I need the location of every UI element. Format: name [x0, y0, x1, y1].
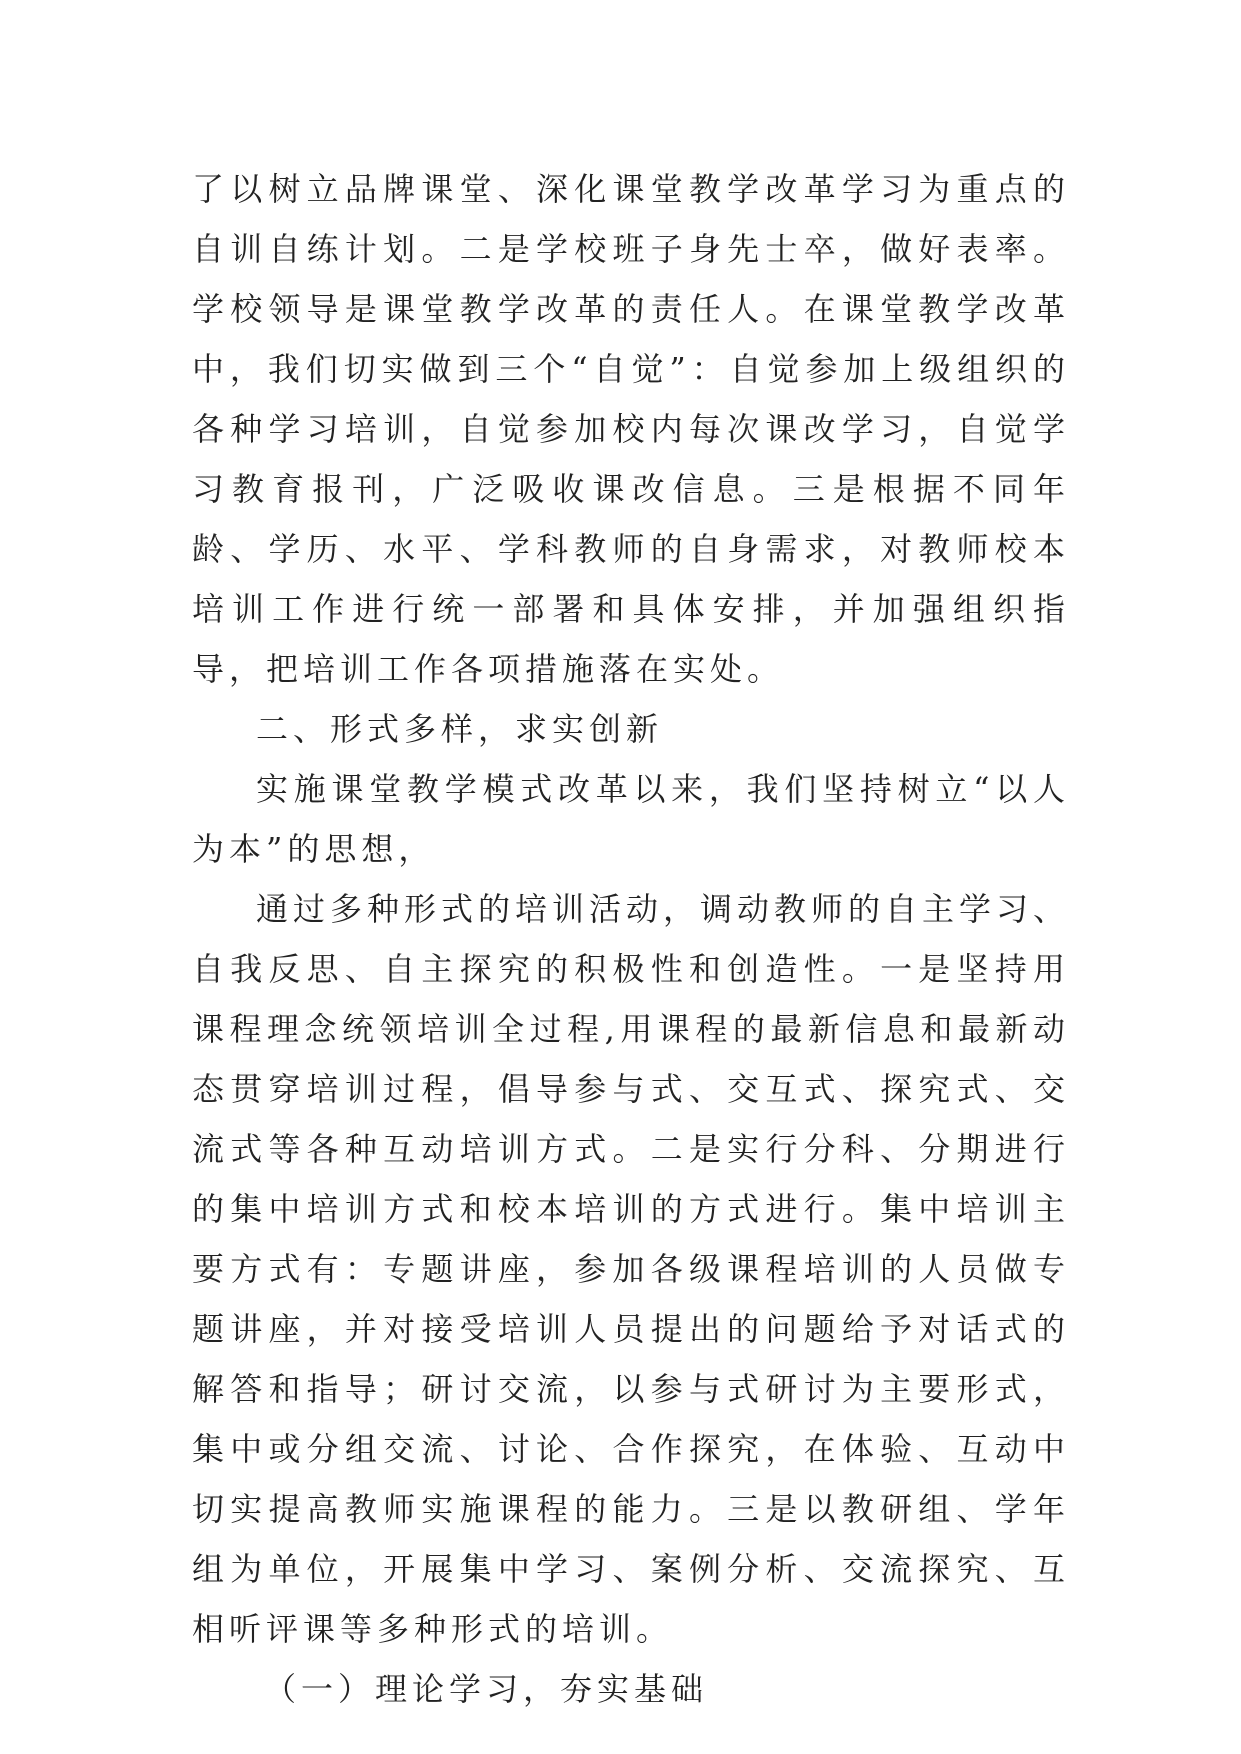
sub-heading: （一）理论学习，夯实基础	[264, 1670, 709, 1708]
document-body	[192, 159, 1070, 1719]
section-heading: 二、形式多样，求实创新	[256, 710, 664, 748]
continuation-paragraph: 了以树立品牌课堂、深化课堂教学改革学习为重点的自训自练计划。二是学校班子身先士卒，做好表率。学校领导是课堂教学改革的责任人。在课堂教学改革中，我们切实做到三个“自觉”：自觉参加上级组织的各种学习培训，自觉参加校内每次课改学习，自觉学习教育报刊，广泛吸收课改信息。三是根据不同年龄、学历、水平、学科教师的自身需求，对教师校本培训工作进行统一部署和具体安排，并加强组织指导，把培训工作各项措施落在实处。	[192, 170, 1070, 688]
intro-paragraph: 实施课堂教学模式改革以来，我们坚持树立“以人为本”的思想，	[192, 770, 1070, 868]
training-paragraph: 通过多种形式的培训活动，调动教师的自主学习、自我反思、自主探究的积极性和创造性。一是坚持用课程理念统领培训全过程,用课程的最新信息和最新动态贯穿培训过程，倡导参与式、交互式、探究式、交流式等各种互动培训方式。二是实行分科、分期进行的集中培训方式和校本培训的方式进行。集中培训主要方式有：专题讲座，参加各级课程培训的人员做专题讲座，并对接受培训人员提出的问题给予对话式的解答和指导；研讨交流，以参与式研讨为主要形式，集中或分组交流、讨论、合作探究，在体验、互动中切实提高教师实施课程的能力。三是以教研组、学年组为单位，开展集中学习、案例分析、交流探究、互相听评课等多种形式的培训。	[192, 890, 1071, 1648]
